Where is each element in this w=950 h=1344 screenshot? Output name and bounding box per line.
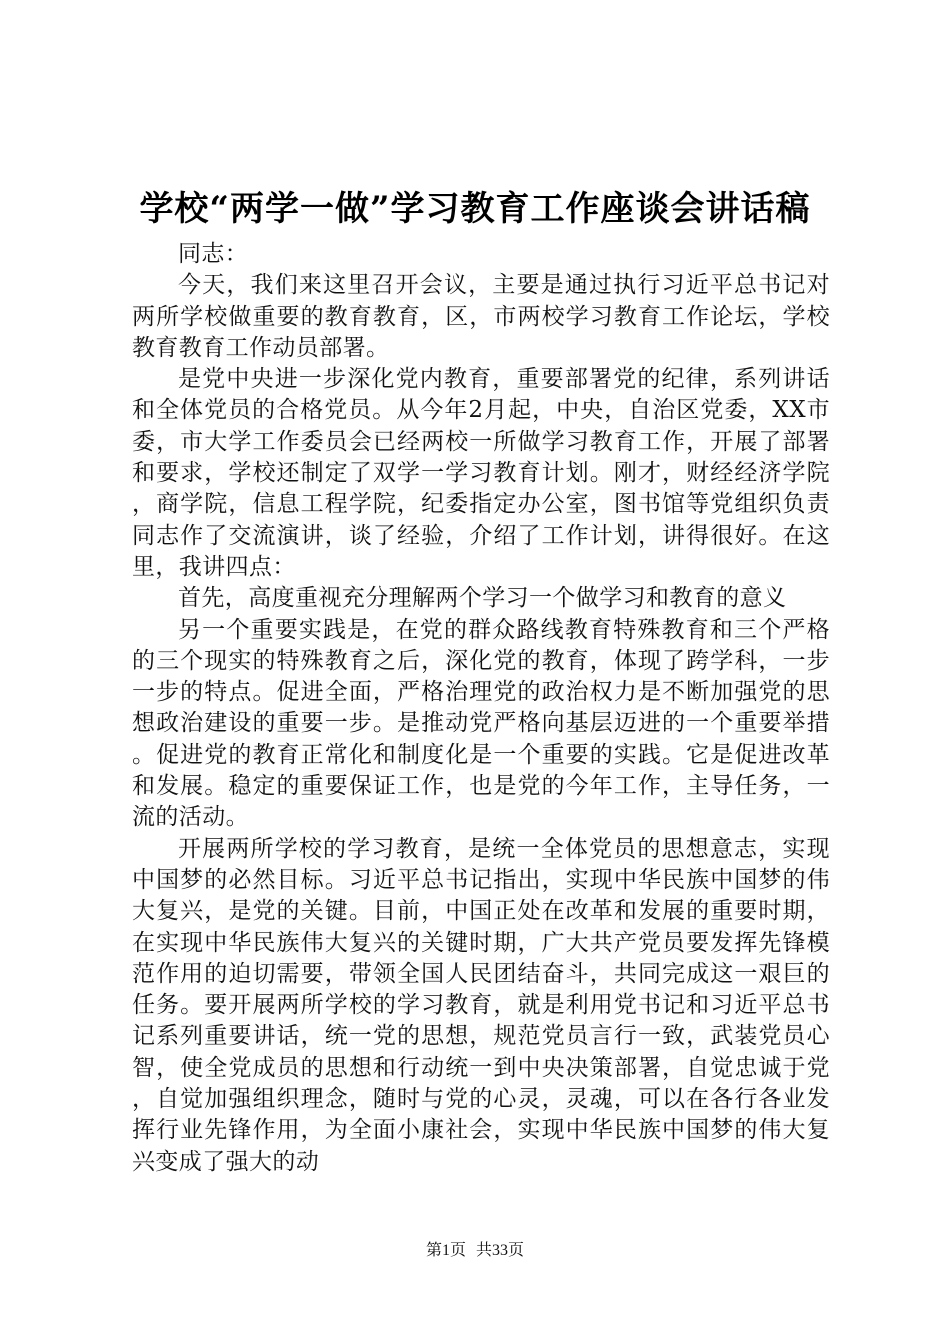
- page-footer: [0, 1240, 950, 1262]
- body-paragraph: 今天，我们来这里召开会议，主要是通过执行习近平总书记对两所学校做重要的教育教育，区，市两校学习教育工作论坛，学校教育教育工作动员部署。: [132, 272, 830, 361]
- section-heading-paragraph: 首先，高度重视充分理解两个学习一个做学习和教育的意义: [178, 585, 787, 612]
- page-total: 共33页: [476, 1242, 525, 1259]
- body-paragraph: 另一个重要实践是，在党的群众路线教育特殊教育和三个严格的三个现实的特殊教育之后，深化党的教育，体现了跨学科，一步一步的特点。促进全面，严格治理党的政治权力是不断加强党的思想政治建设的重要一步。是推动党严格向基层迈进的一个重要举措。促进党的教育正常化和制度化是一个重要的实践。它是促进改革和发展。稳定的重要保证工作，也是党的今年工作，主导任务，一流的活动。: [132, 616, 830, 831]
- body-paragraph: 是党中央进一步深化党内教育，重要部署党的纪律，系列讲话和全体党员的合格党员。从今年2月起，中央，自治区党委，XX市委，市大学工作委员会已经两校一所做学习教育工作，开展了部署和要求，学校还制定了双学一学习教育计划。刚才，财经经济学院，商学院，信息工程学院，纪委指定办公室，图书馆等党组织负责同志作了交流演讲，谈了经验，介绍了工作计划，讲得很好。在这里，我讲四点：: [132, 366, 830, 580]
- document-title: 学校“两学一做”学习教育工作座谈会讲话稿: [139, 189, 811, 229]
- body-paragraph: 开展两所学校的学习教育，是统一全体党员的思想意志，实现中国梦的必然目标。习近平总书记指出，实现中华民族中国梦的伟大复兴，是党的关键。目前，中国正处在改革和发展的重要时期，在实现中华民族伟大复兴的关键时期，广大共产党员要发挥先锋模范作用的迫切需要，带领全国人民团结奋斗，共同完成这一艰巨的任务。要开展两所学校的学习教育，就是利用党书记和习近平总书记系列重要讲话，统一党的思想，规范党员言行一致，武装党员心智，使全党成员的思想和行动统一到中央决策部署，自觉忠诚于党，自觉加强组织理念，随时与党的心灵，灵魂，可以在各行各业发挥行业先锋作用，为全面小康社会，实现中华民族中国梦的伟大复兴变成了强大的动: [132, 835, 830, 1175]
- page-number: 第1页: [425, 1242, 466, 1259]
- document-body: [132, 239, 830, 1178]
- salutation-paragraph: 同志：: [178, 241, 249, 267]
